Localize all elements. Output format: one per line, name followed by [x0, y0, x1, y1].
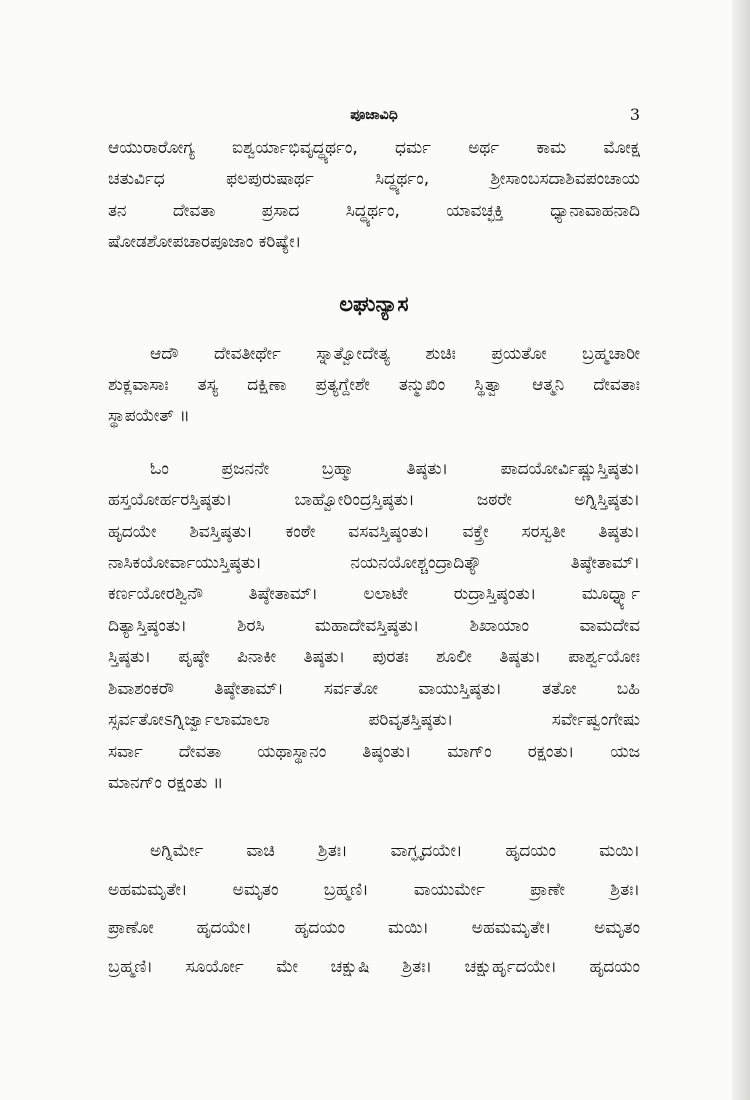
text-line: ಶುಕ್ಲವಾಸಾಃ ತಸ್ಯ ದಕ್ಷಿಣಾ ಪ್ರತ್ಯಗ್ದೇಶೇ ತನ್ಮುಖಿಂ ಸ್ಥಿತ್ವಾ ಆತ್ಮನಿ ದೇವತಾಃ	[108, 375, 640, 396]
intro-paragraph	[108, 133, 640, 259]
book-page	[108, 103, 640, 986]
running-header	[108, 103, 640, 133]
text-line: ಅಹಮಮೃತೇ। ಅಮೃತಂ ಬ್ರಹ್ಮಣಿ। ವಾಯುರ್ಮೇ ಪ್ರಾಣೇ ಶ್ರಿತಃ।	[108, 879, 640, 900]
text-line: ಅಗ್ನಿರ್ಮೇ ವಾಚಿ ಶ್ರಿತಃ। ವಾಗ್ಘೃದಯೇ। ಹೃದಯಂ ಮಯಿ।	[150, 841, 640, 862]
text-line: ಮಾನಗ್ಂ ರಕ್ಷಂತು ॥	[108, 772, 224, 793]
text-line: ಶಿವಾಶಂಕರೌ ತಿಷ್ಠೇತಾಮ್। ಸರ್ವತೋ ವಾಯುಸ್ತಿಷ್ಠತು। ತತೋ ಬಹಿ	[108, 678, 640, 699]
text-line: ಕರ್ಣಯೋರಶ್ವಿನೌ ತಿಷ್ಠೇತಾಮ್। ಲಲಾಟೇ ರುದ್ರಾಸ್ತಿಷ್ಠಂತು। ಮೂರ್ಧ್ನ್ಯಾ	[108, 584, 640, 605]
page-edge-shadow	[732, 0, 750, 1100]
text-line: ಸ್ಸರ್ವತೋಽಗ್ನಿರ್ಜ್ವಾಲಾಮಾಲಾ ಪರಿವೃತಸ್ತಿಷ್ಠತು। ಸರ್ವೇಷ್ವಂಗೇಷು	[108, 710, 640, 731]
text-line: ಹೃದಯೇ ಶಿವಸ್ತಿಷ್ಠತು। ಕಂಠೇ ವಸವಸ್ತಿಷ್ಠಂತು। ವಕ್ತ್ರೇ ಸರಸ್ವತೀ ತಿಷ್ಠತು।	[108, 521, 640, 542]
text-line: ಆಯುರಾರೋಗ್ಯ ಐಶ್ವರ್ಯಾಭಿವೃದ್ಧ್ಯರ್ಥಂ, ಧರ್ಮ ಅರ್ಥ ಕಾಮ ಮೋಕ್ಷ	[108, 138, 640, 158]
text-line: ಸ್ಥಾಪಯೇತ್ ॥	[108, 406, 190, 427]
text-line: ದಿತ್ಯಾಸ್ತಿಷ್ಠಂತು। ಶಿರಸಿ ಮಹಾದೇವಸ್ತಿಷ್ಠತು। ಶಿಖಾಯಾಂ ವಾಮದೇವ	[108, 615, 640, 636]
page-number: 3	[629, 105, 640, 124]
text-line: ಪ್ರಾಣೋ ಹೃದಯೇ। ಹೃದಯಂ ಮಯಿ। ಅಹಮಮೃತೇ। ಅಮೃತಂ	[108, 918, 640, 939]
text-line: ಆದೌ ದೇವತೀರ್ಥೇ ಸ್ನಾತ್ವೋದೇತ್ಯ ಶುಚಿಃ ಪ್ರಯತೋ ಬ್ರಹ್ಮಚಾರೀ	[150, 343, 640, 364]
text-line: ನಾಸಿಕಯೋರ್ವಾಯುಸ್ತಿಷ್ಠತು। ನಯನಯೋಶ್ಚಂದ್ರಾದಿತ್ಯೌ ತಿಷ್ಠೇತಾಮ್।	[108, 553, 640, 574]
text-line: ಬ್ರಹ್ಮಣಿ। ಸೂರ್ಯೋ ಮೇ ಚಕ್ಷುಷಿ ಶ್ರಿತಃ। ಚಕ್ಷುರ್ಹೃದಯೇ। ಹೃದಯಂ	[108, 956, 640, 977]
section-heading: ಲಘುನ್ಯಾಸ	[339, 291, 409, 316]
running-title: ಪೂಜಾವಿಧಿ	[350, 107, 398, 123]
text-line: ಹಸ್ತಯೋರ್ಹರಸ್ತಿಷ್ಠತು। ಬಾಹ್ವೋರಿಂದ್ರಸ್ತಿಷ್ಠತು। ಜಠರೇ ಅಗ್ನಿಸ್ತಿಷ್ಠತು।	[108, 490, 640, 511]
text-line: ಷೋಡಶೋಪಚಾರಪೂಜಾಂ ಕರಿಷ್ಯೇ।	[108, 232, 302, 253]
paragraph-4	[108, 832, 640, 986]
text-line: ಸ್ತಿಷ್ಠತು। ಪೃಷ್ಠೇ ಪಿನಾಕೀ ತಿಷ್ಠತು। ಪುರತಃ ಶೂಲೀ ತಿಷ್ಠತು। ಪಾರ್ಶ್ವಯೋಃ	[108, 647, 640, 668]
paragraph-3	[108, 454, 640, 799]
text-line: ಓಂ ಪ್ರಜನನೇ ಬ್ರಹ್ಮಾ ತಿಷ್ಠತು। ಪಾದಯೋರ್ವಿಷ್ಣುಸ್ತಿಷ್ಠತು।	[150, 458, 640, 479]
text-line: ತನ ದೇವತಾ ಪ್ರಸಾದ ಸಿದ್ಧ್ಯರ್ಥಂ, ಯಾವಚ್ಛಕ್ತಿ ಧ್ಯಾನಾವಾಹನಾದಿ	[108, 200, 640, 221]
text-line: ಚತುರ್ವಿಧ ಫಲಪುರುಷಾರ್ಥ ಸಿದ್ಧ್ಯರ್ಥಂ, ಶ್ರೀಸಾಂಬಸದಾಶಿವಪಂಚಾಯ	[108, 169, 640, 190]
paragraph-2	[108, 339, 640, 433]
text-line: ಸರ್ವಾ ದೇವತಾ ಯಥಾಸ್ಥಾನಂ ತಿಷ್ಠಂತು। ಮಾಗ್ಂ ರಕ್ಷಂತು। ಯಜ	[108, 741, 640, 762]
